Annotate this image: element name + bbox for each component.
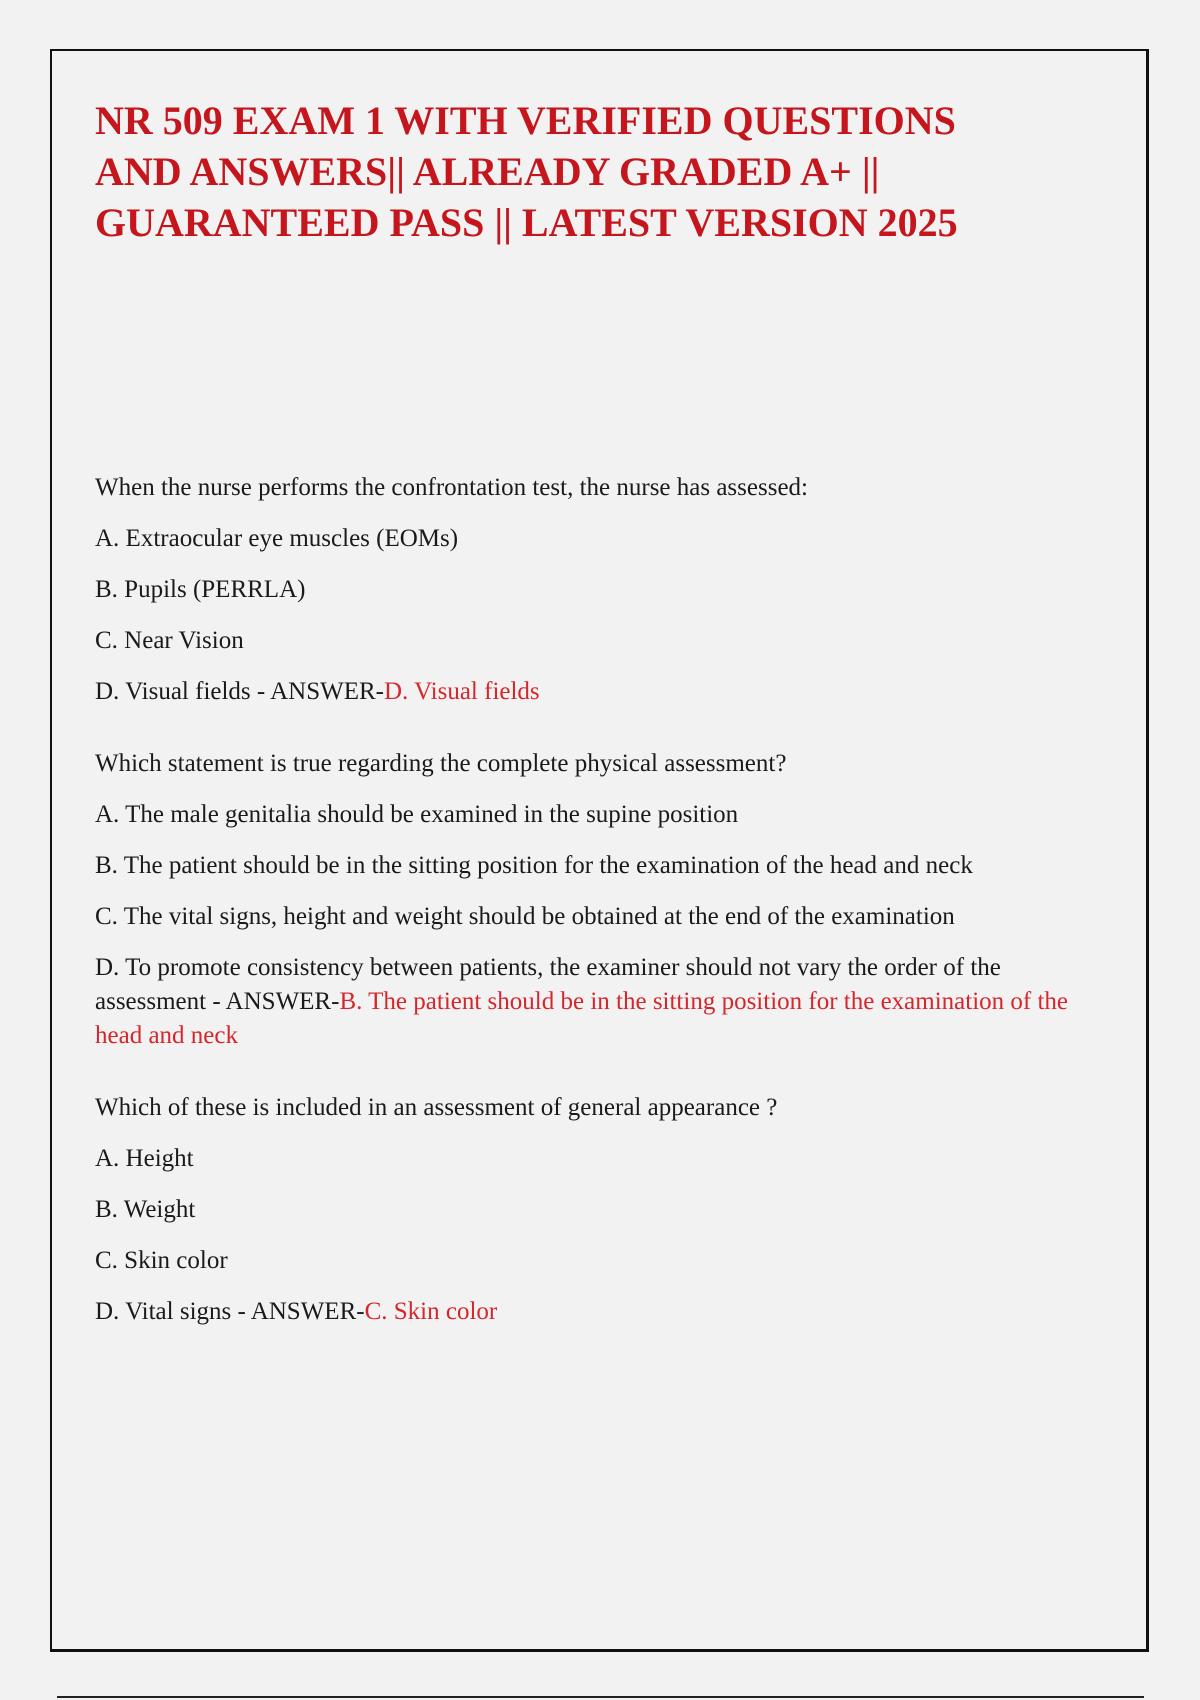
answer-prefix: - ANSWER- [231,1298,365,1325]
option-d: D. To promote consistency between patients, the examiner should not vary the order of the assessment [95,954,1001,1015]
document-content [95,95,1100,1367]
correct-answer: D. Visual fields [384,678,540,705]
option-c: C. Skin color [95,1247,228,1274]
answer-prefix: - ANSWER- [250,678,384,705]
option-d-with-answer [95,675,1100,709]
option-d: D. Visual fields [95,678,251,705]
question-block-1 [95,471,1100,709]
option-a: A. Height [95,1145,194,1172]
question-block-2 [95,747,1100,1053]
title-line: GUARANTEED PASS || LATEST VERSION 2025 [95,200,958,245]
option-c: C. The vital signs, height and weight should be obtained at the end of the examination [95,903,955,930]
option-d-with-answer [95,1295,1100,1329]
option-d-with-answer [95,951,1100,1053]
option-c: C. Near Vision [95,627,244,654]
option-a: A. The male genitalia should be examined in the supine position [95,801,739,828]
answer-prefix: - ANSWER- [206,988,340,1015]
correct-answer: B. The patient should be in the sitting position for the examination of the head and neck [95,988,1069,1049]
option-a: A. Extraocular eye muscles (EOMs) [95,525,459,552]
option-b: B. Weight [95,1196,196,1223]
question-block-3 [95,1091,1100,1329]
document-title [95,95,1100,248]
question-text: When the nurse performs the confrontation test, the nurse has assessed: [95,474,808,501]
option-d: D. Vital signs [95,1298,232,1325]
question-text: Which of these is included in an assessment of general appearance ? [95,1094,778,1121]
option-b: B. Pupils (PERRLA) [95,576,306,603]
title-line: AND ANSWERS|| ALREADY GRADED A+ || [95,149,880,194]
question-text: Which statement is true regarding the complete physical assessment? [95,750,787,777]
next-page-top-border [57,1696,1144,1698]
question-list [95,471,1100,1329]
correct-answer: C. Skin color [364,1298,498,1325]
title-line: NR 509 EXAM 1 WITH VERIFIED QUESTIONS [95,98,956,143]
option-b: B. The patient should be in the sitting position for the examination of the head and neck [95,852,973,879]
